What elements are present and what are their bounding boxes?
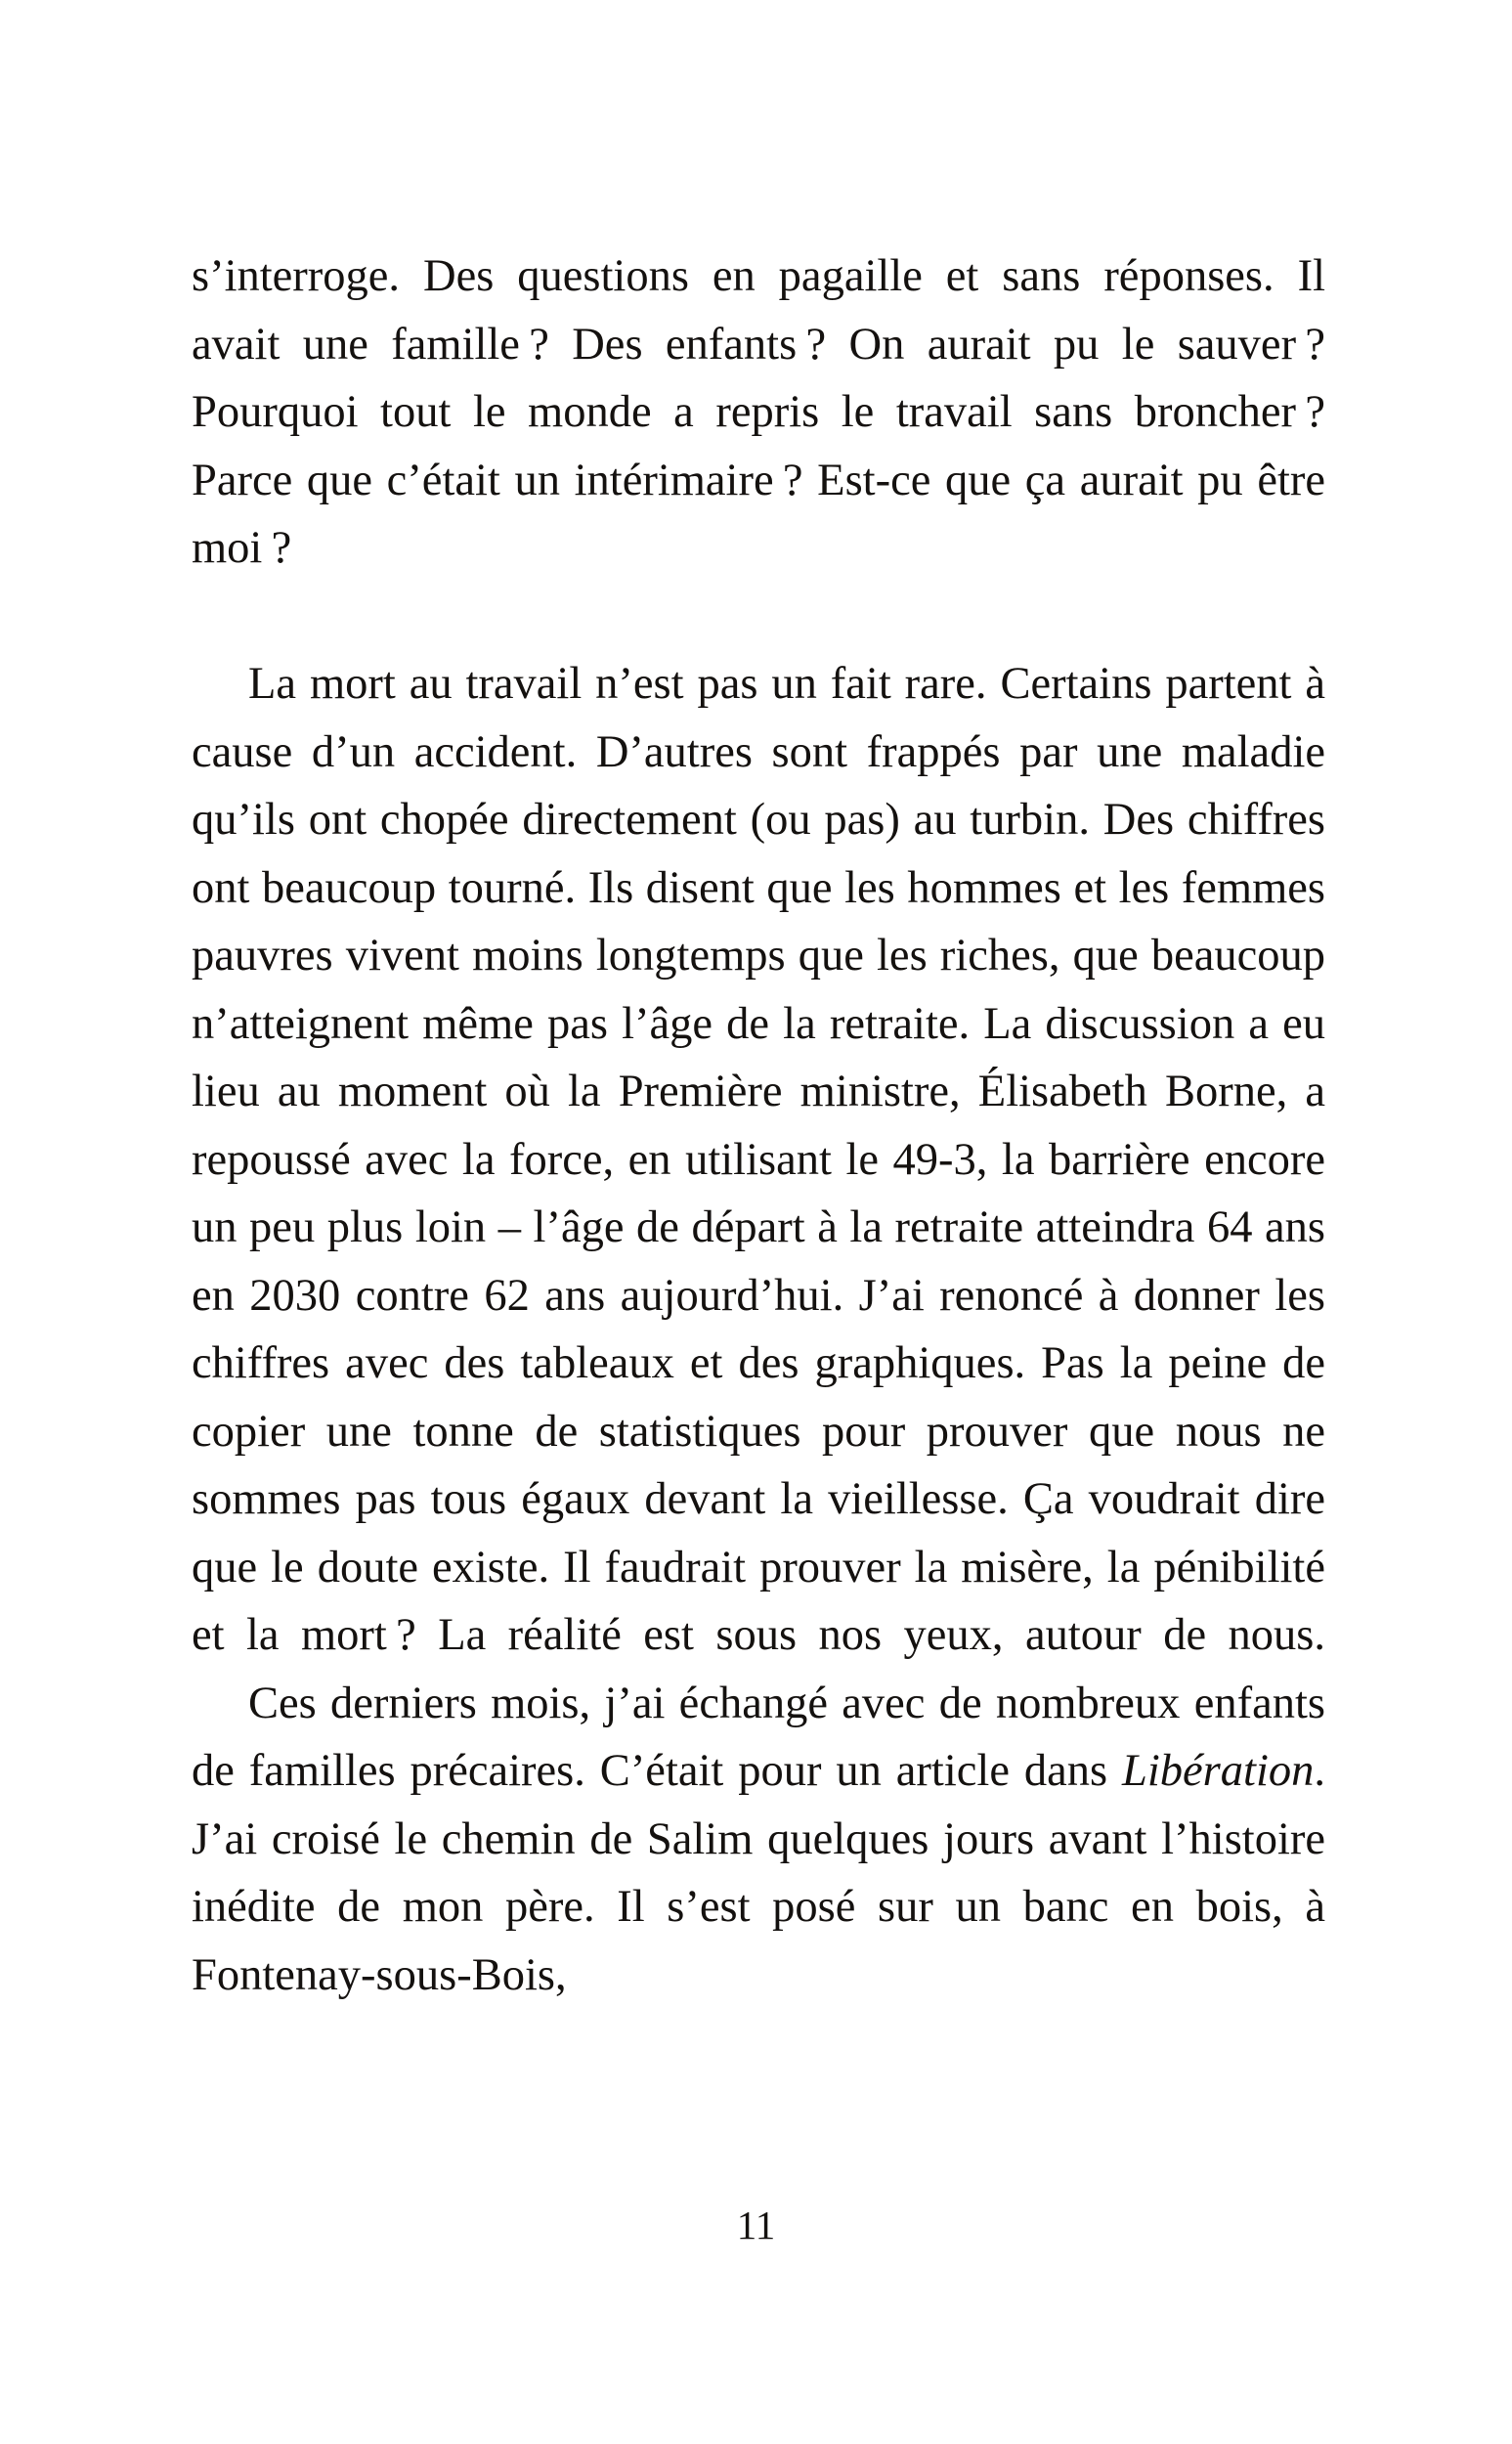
paragraph-2 <box>192 650 1325 1670</box>
publication-title-liberation: Libération <box>1122 1746 1315 1796</box>
paragraph-3-text-part-2: . J’ai croisé le chemin de Salim quelques jours avant l’histoire inédite de mon père. Il s’est posé sur un banc en bois, à Fontenay-sous-Bois, <box>192 1746 1325 2000</box>
paragraph-1-text: s’interroge. Des questions en pagaille et sans réponses. Il avait une famille ? Des enfants ? On aurait pu le sauver ? Pourquoi tout le monde a repris le travail sans broncher ? Parce que c’était un intérimaire ? Est-ce que ça aurait pu être moi ? <box>192 251 1325 573</box>
page-text-block <box>192 242 1325 2009</box>
page-number: 11 <box>736 2203 776 2248</box>
paragraph-3 <box>192 1670 1325 2010</box>
paragraph-3-text-part-1: Ces derniers mois, j’ai échangé avec de nombreux enfants de familles précaires. C’était pour un article dans <box>192 1678 1325 1796</box>
paragraph-1 <box>192 242 1325 583</box>
paragraph-2-text: La mort au travail n’est pas un fait rare. Certains partent à cause d’un accident. D’autres sont frappés par une maladie qu’ils ont chopée directement (ou pas) au turbin. Des chiffres ont beaucoup tourné. Ils disent que les hommes et les femmes pauvres vivent moins longtemps que les riches, que beaucoup n’atteignent même pas l’âge de la retraite. La discussion a eu lieu au moment où la Première ministre, Élisabeth Borne, a repoussé avec la force, en utilisant le 49-3, la barrière encore un peu plus loin – l’âge de départ à la retraite atteindra 64 ans en 2030 contre 62 ans aujourd’hui. J’ai renoncé à donner les chiffres avec des tableaux et des graphiques. Pas la peine de copier une tonne de statistiques pour prouver que nous ne sommes pas tous égaux devant la vieillesse. Ça voudrait dire que le doute existe. Il faudrait prouver la misère, la pénibilité et la mort ? La réalité est sous nos yeux, autour de nous. <box>192 659 1325 1660</box>
